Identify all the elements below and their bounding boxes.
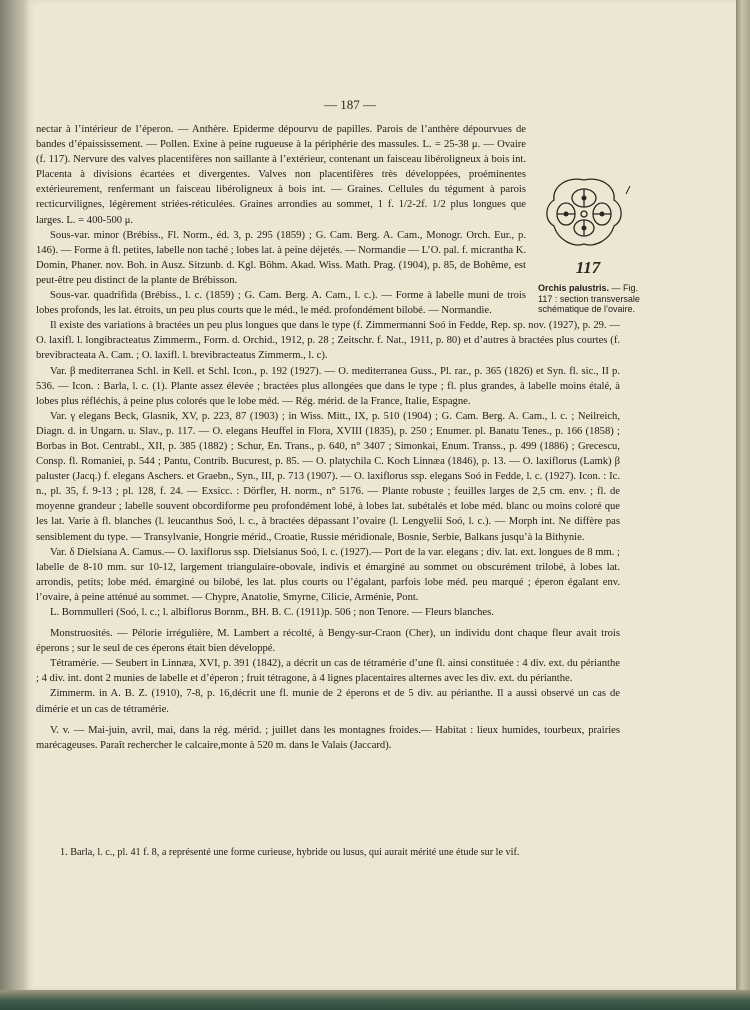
paragraph-var-mediterranea: Var. β mediterranea Schl. in Kell. et Schl. Icon., p. 192 (1927). — O. mediterranea Guss., Pl. rar., p. 365 (1826) et Syn. fl. sic., II p. 536. — Icon. : Barla, l. c. (1). Plante assez élevée ; bractées plus allongées que dans le type ; fl. plus grandes, à labelle moins étalé, à lobes plus réfléchis, à peine plus colorés que le lobe méd. — Rég. mérid. de la France, Italie, Espagne. — [36, 365, 620, 407]
page-body — [36, 122, 620, 753]
paragraph-ovary-description — [36, 122, 620, 228]
paragraph-subvar-quadrifida — [36, 288, 620, 318]
paragraph-subvar-minor — [36, 228, 620, 288]
paragraph-text: Sous-var. minor (Brébiss., Fl. Norm., éd. 3, p. 295 (1859) ; G. Cam. Berg. A. Cam., Monogr. Orch. Eur., p. 146). — Forme à fl. petites, labelle non taché ; lobes lat. à peine déjetés. — Normandie — L’O. pal. f. micrantha K. Domin, Phaner. nov. Boh. in Ausz. Sitzunb. d. Kgl. Böhm. Akad. Wiss. Math. Prag. (1904), p. 85, de Bohême, est peut-être peu distinct de la plante de Brébisson. — [36, 229, 527, 286]
figure-caption-title: Orchis palustris. — [538, 283, 610, 293]
paragraph-tetramerie: Tétramérie. — Seubert in Linnæa, XVI, p. 391 (1842), a décrit un cas de tétramérie d’une fl. ainsi constituée : 4 div. ext. du périanthe ; 4 div. int. dont 2 munies de labelle et d’éperon ; fruit tétragone, à 4 lignes placentaires alternes avec les div. ext. du périanthe. — [36, 658, 620, 685]
figure-caption-text: — Fig. 117 : section transversale schématique de l’ovaire. — [538, 283, 640, 314]
book-cover-edge — [0, 990, 750, 1010]
paragraph-var-elegans: Var. γ elegans Beck, Glasnik, XV, p. 223, 87 (1903) ; in Wiss. Mitt., IX, p. 510 (1904) ; G. Cam. Berg. A. Cam., l. c. ; Neilreich, Diagn. d. in Ungarn. u. Slav., p. 117. — O. elegans Heuffel in Flora, XVIII (1835), p. 250 ; Enumer. pl. Banatu Tenes., p. 166 (1858) ; Borbas in Bot. Centrabl., XII, p. 385 (1882) ; Schur, En. Trans., p. 640, n° 3407 ; Simonkai, Enum. Transs., p. 499 (1886) ; Grecescu, Consp. fl. Romaniei, p. 544 ; Pantu, Contrib. Bucurest, p. 85. — O. platychila C. Koch Linnæa (1846), p. 13. — O. laxiflorus (Lamk) β paluster (Jacq.) f. elegans Aschers. et Graebn., Syn., III, p. 713 (1907). — O. laxiflorus ssp. elegans Soó in Fedde, l. c. (1927). Icon. : Ic. n., pl. 35, f. 9-13 ; pl. 128, f. 24. — Exsicc. : Dörfler, H. norm., n° 5176. — Plante robuste ; feuilles larges de 2,5 cm. env. ; fl. de moyenne grandeur ; labelle souvent obcordiforme peu profondément lobé, à lobes lat. subétalés et lobe méd. blanc ou moins coloré que les lat. Varie à fl. blanches (l. leucanthus Soó, l. c., à bractées dépassant l’ovaire (l. Lengyelii Soó, l. c.). — Morph int. Ne diffère pas sensiblement du type. — Transylvanie, Hongrie mérid., Croatie, Russie méridionale, Bosnie, Serbie, Balkans jusqu’à la Bithynie. — [36, 410, 620, 543]
paragraph-var-dielsiana: Var. δ Dielsiana A. Camus.— O. laxiflorus ssp. Dielsianus Soó, l. c. (1927).— Port de la var. elegans ; div. lat. ext. longues de 8 mm. ; labelle de 8-10 mm. sur 10-12, largement triangulaire-obovale, indivis et émarginé au sommet ou obscurément trilobé, à lobes lat. arrondis, petits; lobe méd. émarginé ou bilobé, les lat. plus courts ou l’égalant, parfois lobe méd. peu marqué ; éperon égalant env. l’ovaire, à peine atténué au sommet. — Chypre, Anatolie, Smyrne, Cilicie, Arménie, Pont. — [36, 546, 620, 603]
paragraph-text: Sous-var. quadrifida (Brébiss., l. c. (1859) ; G. Cam. Berg. A. Cam., l. c.). — Forme à labelle muni de trois lobes profonds, les lat. étroits, un peu plus courts que le méd., le méd. profondément bilobé. — Normandie. — [36, 290, 526, 317]
paragraph-bract-variations: Il existe des variations à bractées un peu plus longues que dans le type (f. Zimmermanni Soó in Fedde, Rep. sp. nov. (1927), p. 29. — O. laxifl. l. longibracteatus Zimmerm., Form. d. Orchid., 1912, p. 28 ; Zeitschr. f. Nat., 1911, p. 80) et d’autres à bractées plus courtes (f. brevibracteata A. Cam. ; O. laxifl. l. brevibracteatus Zimmerm., l. c). — [36, 320, 620, 362]
paragraph-monstruosites: Monstruosités. — Pélorie irrégulière, M. Lambert a récolté, à Bengy-sur-Craon (Cher), un individu dont chaque fleur avait trois éperons ; sur le seul de ces éperons était bien développé. — [36, 628, 620, 655]
page-number: — 187 — — [324, 97, 376, 112]
paragraph-bornmulleri: L. Bornmulleri (Soó, l. c.; l. albiflorus Bornm., BH. B. C. (1911)p. 506 ; non Tenore. — Fleurs blanches. — [50, 607, 494, 618]
book-binding — [0, 0, 22, 1010]
page-edge — [736, 0, 750, 1010]
figure-number: 117 — [575, 258, 601, 277]
paragraph-text: nectar à l’intérieur de l’éperon. — Anthère. Epiderme dépourvu de papilles. Parois de l’anthère dépourvues de bandes d’épaississement. — Pollen. Exine à peine rugueuse à la périphérie des massules. L. = 25-38 μ. — Ovaire (f. 117). Nervure des valves placentifères non saillante à l’extérieur, contenant un faisceau libéroligneux à bois int. Placenta à divisions écartées et divergentes. Valves non placentifères très développées, proéminentes extérieurement, renfermant un faisceau libéroligneux à bois int. — Graines. Cellules du tégument à parois recticurvilignes, légèrement striées-réticulées. Graines arrondies au sommet, 1 f. 1/2-2f. 1/2 plus longues que larges. L. = 400-500 μ. — [36, 124, 526, 226]
paragraph-zimmerm: Zimmerm. in A. B. Z. (1910), 7-8, p. 16,décrit une fl. munie de 2 éperons et de 5 div. au périanthe. Il a aussi observé un cas de dimérie et un cas de tétramérie. — [36, 688, 620, 715]
paragraph-habitat: V. v. — Mai-juin, avril, mai, dans la rég. mérid. ; juillet dans les montagnes froides.— Habitat : lieux humides, tourbeux, prairies marécageuses. Paraît rechercher le calcaire,monte à 520 m. dans le Valais (Jaccard). — [36, 724, 620, 751]
footnote: 1. Barla, l. c., pl. 41 f. 8, a représenté une forme curieuse, hybride ou lusus, qui aurait mérité une étude sur le vif. — [60, 847, 520, 858]
